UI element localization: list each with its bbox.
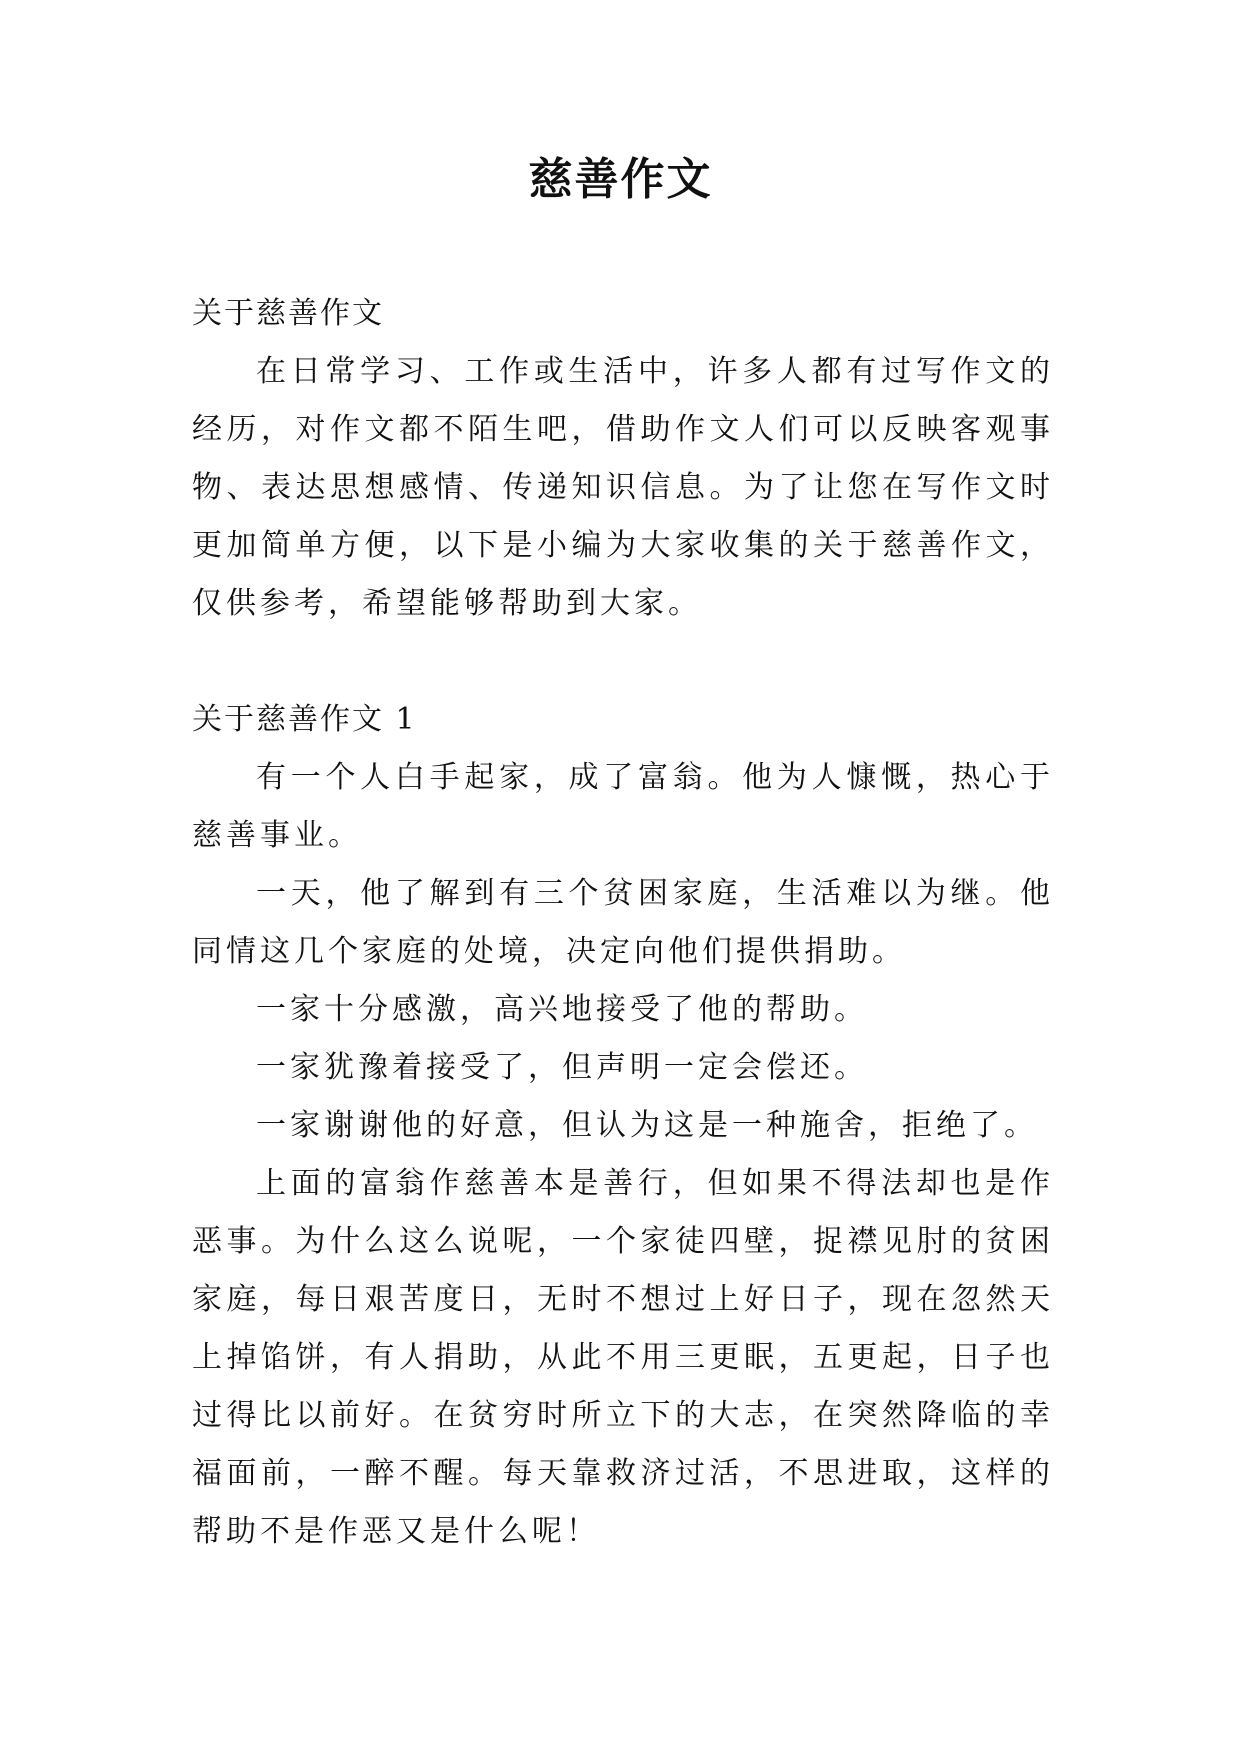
essay-1-paragraph: 上面的富翁作慈善本是善行，但如果不得法却也是作恶事。为什么这么说呢，一个家徒四壁，捉襟见肘的贫困家庭，每日艰苦度日，无时不想过上好日子，现在忽然天上掉馅饼，有人捐助，从此不用三更眠，五更起，日子也过得比以前好。在贫穷时所立下的大志，在突然降临的幸福面前，一醉不醒。每天靠救济过活，不思进取，这样的帮助不是作恶又是什么呢！ [192, 1166, 1054, 1549]
essay-1-paragraph: 一家谢谢他的好意，但认为这是一种施舍，拒绝了。 [256, 1108, 1038, 1143]
essay-1-paragraph: 一天，他了解到有三个贫困家庭，生活难以为继。他同情这几个家庭的处境，决定向他们提供捐助。 [192, 876, 1054, 969]
intro-heading: 关于慈善作文 [192, 296, 384, 331]
document-body [192, 285, 1054, 1561]
essay-1-paragraph: 一家犹豫着接受了，但声明一定会偿还。 [256, 1050, 868, 1085]
essay-1-heading: 关于慈善作文 1 [192, 702, 417, 737]
essay-1-paragraph: 一家十分感激，高兴地接受了他的帮助。 [256, 992, 868, 1027]
intro-paragraph: 在日常学习、工作或生活中，许多人都有过写作文的经历，对作文都不陌生吧，借助作文人们可以反映客观事物、表达思想感情、传递知识信息。为了让您在写作文时更加简单方便，以下是小编为大家收集的关于慈善作文，仅供参考，希望能够帮助到大家。 [192, 354, 1054, 621]
essay-1-paragraph: 有一个人白手起家，成了富翁。他为人慷慨，热心于慈善事业。 [192, 760, 1054, 853]
document-title: 慈善作文 [528, 154, 713, 205]
section-spacer [192, 633, 1054, 691]
